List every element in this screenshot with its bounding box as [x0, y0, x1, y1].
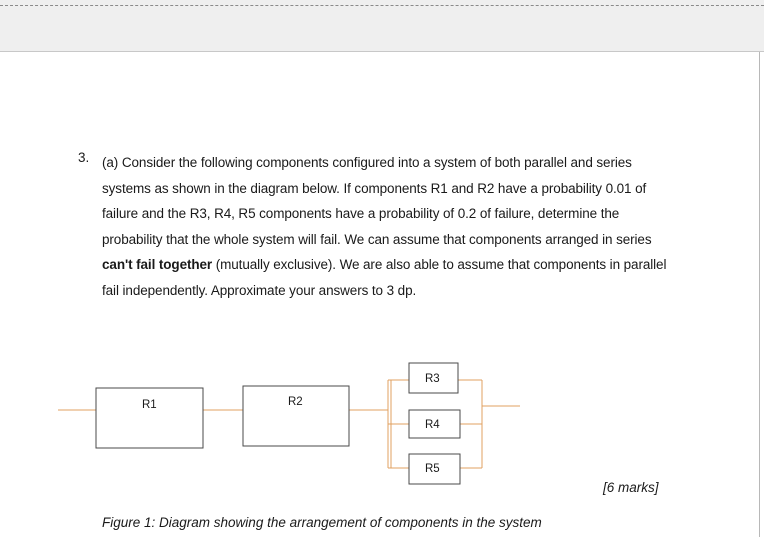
question-bold-phrase: can't fail together	[102, 257, 213, 272]
component-r5-label: R5	[425, 463, 440, 475]
question-body-end: (mutually exclusive). We are also able to assume that components in parallel fail independently. Approximate your answers to 3 dp.	[102, 257, 667, 298]
component-r4-label: R4	[425, 419, 440, 431]
component-r3-label: R3	[425, 373, 440, 385]
question-part: (a)	[102, 155, 119, 170]
component-r2-label: R2	[288, 396, 303, 408]
component-r1-label: R1	[142, 399, 157, 411]
component-r2	[243, 386, 349, 446]
question-number: 3.	[78, 150, 90, 165]
marks-label: [6 marks]	[603, 480, 659, 495]
question-body: Consider the following components configured into a system of both parallel and series systems as shown in the diagram below. If components R1 and R2 have a probability 0.01 of failure and the R3, R4, R5 components have a probability of 0.2 of failure, determine the probability that the whole system will fail. We can assume that components arranged in series	[102, 155, 652, 247]
figure-caption: Figure 1: Diagram showing the arrangement of components in the system	[102, 515, 542, 530]
component-r1	[96, 388, 203, 448]
